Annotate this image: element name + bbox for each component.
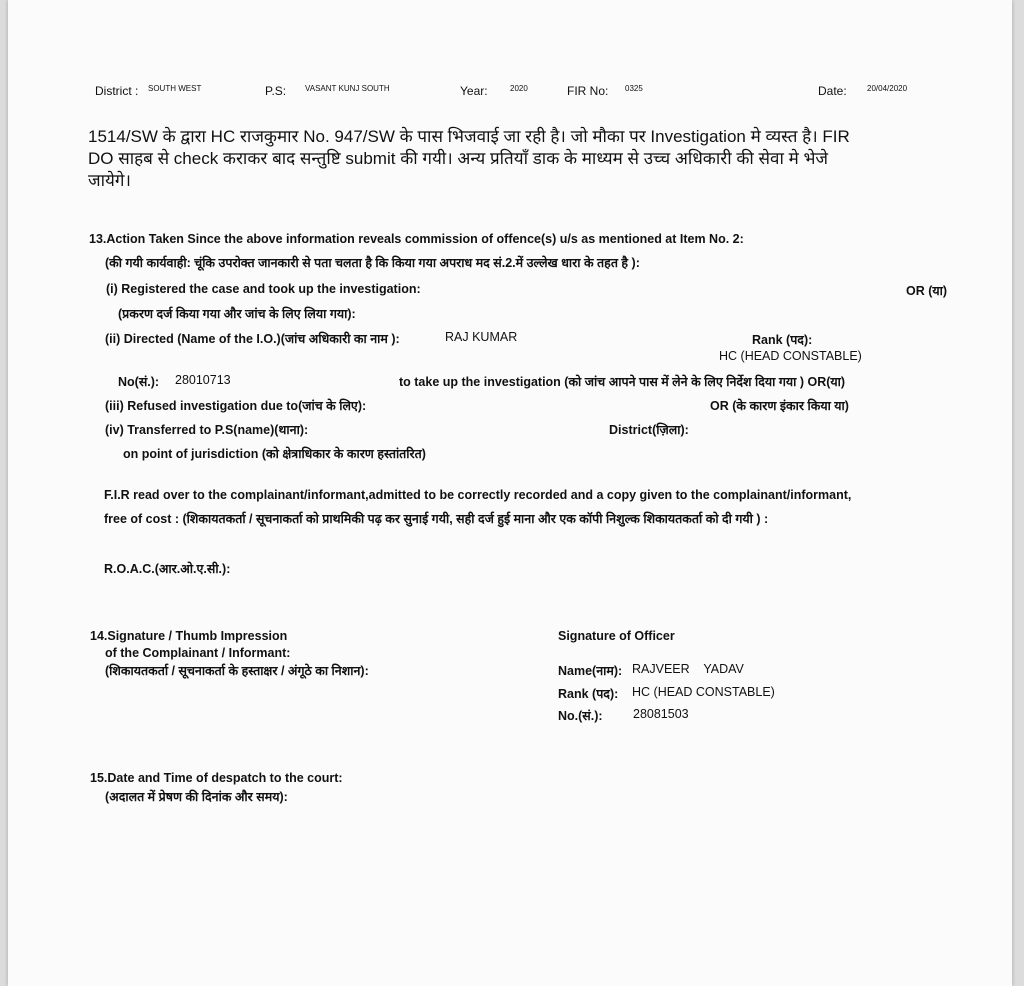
narrative-text (88, 126, 968, 192)
despatch-heading-hindi: (अदालत में प्रेषण की दिनांक और समय): (105, 790, 288, 804)
district-label: District : (95, 84, 139, 98)
narrative-line-3: जायेगे। (88, 171, 131, 190)
officer-name-label: Name(नाम): (558, 664, 623, 678)
signature-heading-hindi: (शिकायतकर्ता / सूचनाकर्ता के हस्ताक्षर / अंगूठे का निशान): (105, 664, 369, 678)
fir-read-line-1: F.I.R read over to the complainant/informant,admitted to be correctly recorded and a copy given to the complainant/informant, (104, 488, 852, 502)
narrative-line-2: DO साहब से check कराकर बाद सन्तुष्टि submit की गयी। अन्य प्रतियाँ डाक के माध्यम से उच्च अधिकारी की सेवा मे भेजे (88, 149, 829, 168)
io-name: RAJ KUMAR (445, 330, 518, 344)
take-up-text: to take up the investigation (को जांच आपने पास में लेने के लिए निर्देश दिया गया ) OR(या) (399, 375, 846, 389)
action-taken-heading-hindi: (की गयी कार्यवाही: चूंकि उपरोक्त जानकारी से पता चलता है कि किया गया अपराध मद सं.2.में उल्लेख धारा के तहत है ): (105, 256, 640, 270)
officer-name-value: RAJVEER YADAV (632, 662, 744, 676)
jurisdiction-text: on point of jurisdiction (को क्षेत्राधिकार के कारण हस्तांतरित) (123, 447, 426, 461)
year-label: Year: (460, 84, 488, 98)
item-iii-or: OR (के कारण इंकार किया या) (710, 399, 849, 413)
despatch-heading: 15.Date and Time of despatch to the court: (90, 771, 343, 785)
item-i-or: OR (या) (906, 284, 948, 298)
transfer-district-label: District(ज़िला): (609, 423, 689, 437)
item-iii-refused: (iii) Refused investigation due to(जांच के लिए): (105, 399, 367, 413)
item-ii-directed-label: (ii) Directed (Name of the I.O.)(जांच अधिकारी का नाम ): (105, 332, 400, 346)
date-label: Date: (818, 84, 847, 98)
ps-label: P.S: (265, 84, 287, 98)
io-rank-label: Rank (पद): (752, 333, 813, 347)
officer-rank-label: Rank (पद): (558, 687, 619, 701)
signature-heading-2: of the Complainant / Informant: (105, 646, 291, 660)
item-i-registered: (i) Registered the case and took up the investigation: (106, 282, 421, 296)
item-iv-transferred: (iv) Transferred to P.S(name)(थाना): (105, 423, 309, 437)
officer-rank-value: HC (HEAD CONSTABLE) (632, 685, 775, 699)
signature-heading-1: 14.Signature / Thumb Impression (90, 629, 288, 643)
officer-signature-heading: Signature of Officer (558, 629, 675, 643)
io-rank-value: HC (HEAD CONSTABLE) (719, 349, 862, 363)
item-i-hindi: (प्रकरण दर्ज किया गया और जांच के लिए लिया गया): (118, 307, 356, 321)
io-no-value: 28010713 (175, 373, 231, 387)
officer-no-value: 28081503 (633, 707, 689, 721)
fir-value: 0325 (625, 84, 643, 93)
narrative-line-1: 1514/SW के द्वारा HC राजकुमार No. 947/SW के पास भिजवाई जा रही है। जो मौका पर Investigation मे व्यस्त है। FIR (88, 127, 850, 146)
fir-label: FIR No: (567, 84, 609, 98)
fir-read-line-2: free of cost : (शिकायतकर्ता / सूचनाकर्ता को प्राथमिकी पढ़ कर सुनाई गयी, सही दर्ज हुई माना और एक कॉपी निशुल्क शिकायतकर्ता को दी गयी ) : (104, 512, 769, 526)
officer-no-label: No.(सं.): (558, 709, 603, 723)
action-taken-heading: 13.Action Taken Since the above information reveals commission of offence(s) u/s as mentioned at Item No. 2: (89, 232, 744, 246)
io-no-label: No(सं.): (118, 375, 160, 389)
roac-label: R.O.A.C.(आर.ओ.ए.सी.): (104, 562, 231, 576)
ps-value: VASANT KUNJ SOUTH (305, 84, 390, 93)
year-value: 2020 (510, 84, 528, 93)
date-value: 20/04/2020 (867, 84, 908, 93)
district-value: SOUTH WEST (148, 84, 202, 93)
document-page (8, 0, 1012, 986)
